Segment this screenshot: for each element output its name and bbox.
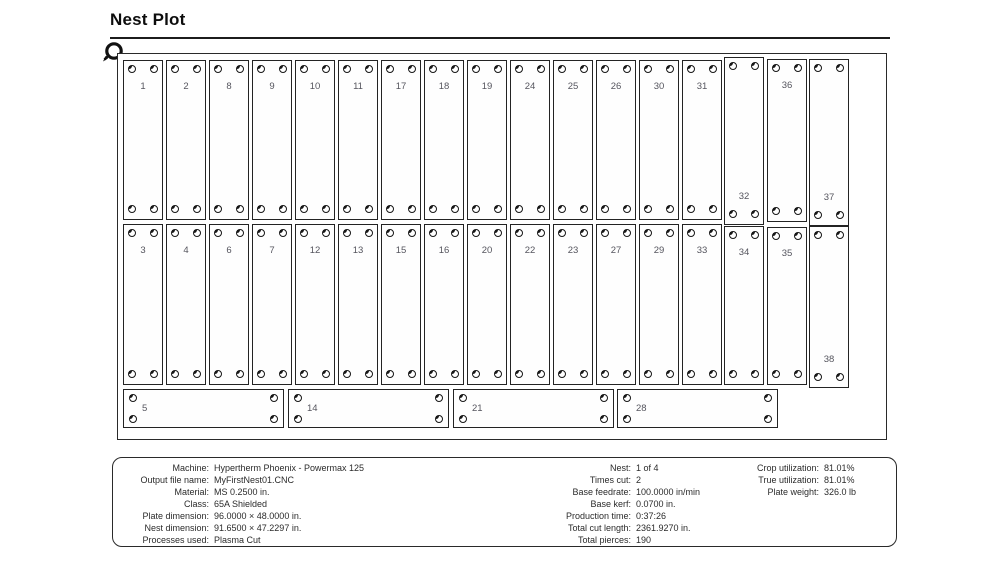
pierce-hole-icon bbox=[687, 229, 695, 237]
part-1 bbox=[123, 60, 163, 220]
pierce-hole-icon bbox=[472, 205, 480, 213]
info-row bbox=[701, 462, 856, 474]
part-33 bbox=[682, 224, 722, 385]
part-number: 38 bbox=[823, 354, 835, 365]
info-row bbox=[119, 510, 364, 522]
part-number: 30 bbox=[653, 81, 665, 92]
pierce-hole-icon bbox=[129, 415, 137, 423]
pierce-hole-icon bbox=[236, 229, 244, 237]
part-25 bbox=[553, 60, 593, 220]
pierce-hole-icon bbox=[644, 370, 652, 378]
pierce-hole-icon bbox=[600, 394, 608, 402]
info-value: 91.6500 × 47.2297 in. bbox=[214, 523, 302, 533]
pierce-hole-icon bbox=[729, 210, 737, 218]
pierce-hole-icon bbox=[408, 229, 416, 237]
part-20 bbox=[467, 224, 507, 385]
pierce-hole-icon bbox=[515, 229, 523, 237]
info-label: Plate weight: bbox=[767, 487, 819, 497]
pierce-hole-icon bbox=[472, 65, 480, 73]
part-4 bbox=[166, 224, 206, 385]
part-number: 33 bbox=[696, 245, 708, 256]
pierce-hole-icon bbox=[515, 65, 523, 73]
pierce-hole-icon bbox=[128, 205, 136, 213]
info-row bbox=[701, 486, 856, 498]
pierce-hole-icon bbox=[214, 370, 222, 378]
part-14 bbox=[288, 389, 449, 428]
pierce-hole-icon bbox=[429, 205, 437, 213]
info-value: 100.0000 in/min bbox=[636, 487, 701, 497]
pierce-hole-icon bbox=[257, 205, 265, 213]
info-label: Plate dimension: bbox=[142, 511, 209, 521]
info-label: Crop utilization: bbox=[756, 463, 819, 473]
pierce-hole-icon bbox=[751, 231, 759, 239]
pierce-hole-icon bbox=[386, 65, 394, 73]
pierce-hole-icon bbox=[623, 205, 631, 213]
part-number: 27 bbox=[610, 245, 622, 256]
pierce-hole-icon bbox=[494, 229, 502, 237]
info-group-machine bbox=[119, 462, 364, 546]
pierce-hole-icon bbox=[794, 207, 802, 215]
pierce-hole-icon bbox=[666, 229, 674, 237]
pierce-hole-icon bbox=[129, 394, 137, 402]
part-number: 5 bbox=[142, 402, 148, 414]
pierce-hole-icon bbox=[214, 229, 222, 237]
pierce-hole-icon bbox=[601, 229, 609, 237]
pierce-hole-icon bbox=[836, 64, 844, 72]
pierce-hole-icon bbox=[435, 415, 443, 423]
part-number: 34 bbox=[738, 247, 750, 258]
pierce-hole-icon bbox=[558, 229, 566, 237]
pierce-hole-icon bbox=[193, 205, 201, 213]
pierce-hole-icon bbox=[772, 232, 780, 240]
pierce-hole-icon bbox=[472, 229, 480, 237]
pierce-hole-icon bbox=[729, 62, 737, 70]
part-number: 1 bbox=[140, 81, 146, 92]
info-row bbox=[701, 474, 856, 486]
info-label: Times cut: bbox=[589, 475, 631, 485]
info-label: Class: bbox=[183, 499, 209, 509]
pierce-hole-icon bbox=[729, 231, 737, 239]
pierce-hole-icon bbox=[343, 370, 351, 378]
pierce-hole-icon bbox=[836, 231, 844, 239]
pierce-hole-icon bbox=[623, 370, 631, 378]
part-18 bbox=[424, 60, 464, 220]
pierce-hole-icon bbox=[537, 65, 545, 73]
part-35 bbox=[767, 227, 807, 385]
part-11 bbox=[338, 60, 378, 220]
pierce-hole-icon bbox=[300, 205, 308, 213]
info-label: Total pierces: bbox=[577, 535, 631, 545]
part-13 bbox=[338, 224, 378, 385]
pierce-hole-icon bbox=[343, 229, 351, 237]
info-value: 2361.9270 in. bbox=[636, 523, 691, 533]
part-number: 8 bbox=[226, 81, 232, 92]
pierce-hole-icon bbox=[764, 415, 772, 423]
pierce-hole-icon bbox=[537, 229, 545, 237]
pierce-hole-icon bbox=[322, 65, 330, 73]
pierce-hole-icon bbox=[343, 205, 351, 213]
part-number: 9 bbox=[269, 81, 275, 92]
info-label: Base feedrate: bbox=[572, 487, 631, 497]
pierce-hole-icon bbox=[515, 370, 523, 378]
pierce-hole-icon bbox=[494, 205, 502, 213]
part-number: 17 bbox=[395, 81, 407, 92]
title-divider bbox=[110, 37, 890, 39]
part-9 bbox=[252, 60, 292, 220]
part-number: 25 bbox=[567, 81, 579, 92]
info-label: Nest: bbox=[609, 463, 631, 473]
part-26 bbox=[596, 60, 636, 220]
info-value: MS 0.2500 in. bbox=[214, 487, 270, 497]
pierce-hole-icon bbox=[386, 205, 394, 213]
info-value: MyFirstNest01.CNC bbox=[214, 475, 295, 485]
pierce-hole-icon bbox=[623, 229, 631, 237]
pierce-hole-icon bbox=[600, 415, 608, 423]
pierce-hole-icon bbox=[300, 229, 308, 237]
info-value: 96.0000 × 48.0000 in. bbox=[214, 511, 302, 521]
part-number: 2 bbox=[183, 81, 189, 92]
info-label: Total cut length: bbox=[567, 523, 631, 533]
part-10 bbox=[295, 60, 335, 220]
part-32 bbox=[724, 57, 764, 225]
part-17 bbox=[381, 60, 421, 220]
info-value: 190 bbox=[636, 535, 652, 545]
pierce-hole-icon bbox=[751, 62, 759, 70]
pierce-hole-icon bbox=[623, 65, 631, 73]
pierce-hole-icon bbox=[751, 370, 759, 378]
part-number: 11 bbox=[353, 81, 363, 92]
pierce-hole-icon bbox=[537, 205, 545, 213]
pierce-hole-icon bbox=[171, 65, 179, 73]
info-row bbox=[541, 534, 700, 546]
pierce-hole-icon bbox=[814, 373, 822, 381]
pierce-hole-icon bbox=[214, 65, 222, 73]
pierce-hole-icon bbox=[623, 415, 631, 423]
pierce-hole-icon bbox=[150, 370, 158, 378]
info-label: Base kerf: bbox=[590, 499, 631, 509]
pierce-hole-icon bbox=[459, 415, 467, 423]
pierce-hole-icon bbox=[580, 205, 588, 213]
pierce-hole-icon bbox=[128, 229, 136, 237]
part-number: 19 bbox=[481, 81, 493, 92]
pierce-hole-icon bbox=[365, 370, 373, 378]
pierce-hole-icon bbox=[709, 205, 717, 213]
part-number: 7 bbox=[269, 245, 275, 256]
part-21 bbox=[453, 389, 614, 428]
info-value: 65A Shielded bbox=[214, 499, 268, 509]
part-29 bbox=[639, 224, 679, 385]
info-row bbox=[119, 474, 364, 486]
part-38 bbox=[809, 226, 849, 388]
pierce-hole-icon bbox=[814, 231, 822, 239]
pierce-hole-icon bbox=[429, 65, 437, 73]
part-2 bbox=[166, 60, 206, 220]
info-label: Machine: bbox=[172, 463, 209, 473]
info-row bbox=[119, 534, 364, 546]
nest-info-panel bbox=[112, 457, 897, 547]
info-label: Production time: bbox=[565, 511, 631, 521]
pierce-hole-icon bbox=[687, 205, 695, 213]
info-label: Processes used: bbox=[142, 535, 209, 545]
pierce-hole-icon bbox=[558, 205, 566, 213]
pierce-hole-icon bbox=[300, 370, 308, 378]
pierce-hole-icon bbox=[386, 370, 394, 378]
part-number: 23 bbox=[567, 245, 579, 256]
pierce-hole-icon bbox=[666, 205, 674, 213]
part-number: 10 bbox=[309, 81, 321, 92]
pierce-hole-icon bbox=[644, 205, 652, 213]
pierce-hole-icon bbox=[193, 65, 201, 73]
info-row bbox=[541, 462, 700, 474]
pierce-hole-icon bbox=[623, 394, 631, 402]
part-23 bbox=[553, 224, 593, 385]
part-28 bbox=[617, 389, 778, 428]
part-number: 21 bbox=[472, 402, 483, 414]
pierce-hole-icon bbox=[794, 370, 802, 378]
pierce-hole-icon bbox=[193, 229, 201, 237]
pierce-hole-icon bbox=[580, 65, 588, 73]
part-number: 4 bbox=[183, 245, 189, 256]
page-title: Nest Plot bbox=[110, 10, 186, 29]
info-value: Plasma Cut bbox=[214, 535, 261, 545]
part-16 bbox=[424, 224, 464, 385]
info-value: 1 of 4 bbox=[636, 463, 659, 473]
pierce-hole-icon bbox=[558, 65, 566, 73]
part-number: 20 bbox=[481, 245, 493, 256]
part-number: 16 bbox=[438, 245, 450, 256]
part-24 bbox=[510, 60, 550, 220]
pierce-hole-icon bbox=[429, 370, 437, 378]
pierce-hole-icon bbox=[322, 205, 330, 213]
info-value: 81.01% bbox=[824, 463, 855, 473]
pierce-hole-icon bbox=[451, 205, 459, 213]
info-value: 2 bbox=[636, 475, 642, 485]
pierce-hole-icon bbox=[279, 229, 287, 237]
part-number: 36 bbox=[781, 80, 793, 91]
pierce-hole-icon bbox=[451, 370, 459, 378]
part-number: 31 bbox=[696, 81, 708, 92]
pierce-hole-icon bbox=[772, 64, 780, 72]
info-row bbox=[541, 498, 700, 510]
pierce-hole-icon bbox=[365, 65, 373, 73]
part-number: 3 bbox=[140, 245, 146, 256]
info-label: Nest dimension: bbox=[144, 523, 209, 533]
part-number: 29 bbox=[653, 245, 665, 256]
info-row bbox=[119, 498, 364, 510]
part-3 bbox=[123, 224, 163, 385]
pierce-hole-icon bbox=[128, 370, 136, 378]
pierce-hole-icon bbox=[171, 370, 179, 378]
pierce-hole-icon bbox=[150, 65, 158, 73]
pierce-hole-icon bbox=[279, 65, 287, 73]
pierce-hole-icon bbox=[365, 205, 373, 213]
part-8 bbox=[209, 60, 249, 220]
info-group-nest bbox=[541, 462, 700, 546]
pierce-hole-icon bbox=[601, 205, 609, 213]
pierce-hole-icon bbox=[150, 205, 158, 213]
pierce-hole-icon bbox=[794, 64, 802, 72]
part-number: 18 bbox=[438, 81, 450, 92]
pierce-hole-icon bbox=[408, 65, 416, 73]
pierce-hole-icon bbox=[257, 65, 265, 73]
pierce-hole-icon bbox=[472, 370, 480, 378]
pierce-hole-icon bbox=[644, 65, 652, 73]
info-row bbox=[541, 522, 700, 534]
pierce-hole-icon bbox=[729, 370, 737, 378]
pierce-hole-icon bbox=[294, 394, 302, 402]
pierce-hole-icon bbox=[294, 415, 302, 423]
pierce-hole-icon bbox=[300, 65, 308, 73]
pierce-hole-icon bbox=[751, 210, 759, 218]
part-27 bbox=[596, 224, 636, 385]
part-number: 22 bbox=[524, 245, 536, 256]
info-row bbox=[541, 474, 700, 486]
pierce-hole-icon bbox=[193, 370, 201, 378]
pierce-hole-icon bbox=[435, 394, 443, 402]
part-number: 26 bbox=[610, 81, 622, 92]
info-value: 0.0700 in. bbox=[636, 499, 676, 509]
pierce-hole-icon bbox=[580, 370, 588, 378]
pierce-hole-icon bbox=[343, 65, 351, 73]
pierce-hole-icon bbox=[558, 370, 566, 378]
part-number: 37 bbox=[823, 192, 835, 203]
pierce-hole-icon bbox=[772, 370, 780, 378]
part-36 bbox=[767, 59, 807, 222]
part-number: 6 bbox=[226, 245, 232, 256]
part-number: 35 bbox=[781, 248, 793, 259]
part-34 bbox=[724, 226, 764, 385]
part-number: 15 bbox=[395, 245, 407, 256]
pierce-hole-icon bbox=[709, 65, 717, 73]
part-22 bbox=[510, 224, 550, 385]
part-7 bbox=[252, 224, 292, 385]
pierce-hole-icon bbox=[171, 229, 179, 237]
info-row bbox=[119, 486, 364, 498]
pierce-hole-icon bbox=[666, 65, 674, 73]
pierce-hole-icon bbox=[814, 211, 822, 219]
part-number: 28 bbox=[636, 402, 647, 414]
pierce-hole-icon bbox=[794, 232, 802, 240]
info-row bbox=[119, 522, 364, 534]
pierce-hole-icon bbox=[214, 205, 222, 213]
pierce-hole-icon bbox=[459, 394, 467, 402]
pierce-hole-icon bbox=[365, 229, 373, 237]
pierce-hole-icon bbox=[279, 205, 287, 213]
info-label: Material: bbox=[174, 487, 209, 497]
pierce-hole-icon bbox=[515, 205, 523, 213]
pierce-hole-icon bbox=[270, 394, 278, 402]
pierce-hole-icon bbox=[644, 229, 652, 237]
part-number: 32 bbox=[738, 191, 750, 202]
part-5 bbox=[123, 389, 284, 428]
pierce-hole-icon bbox=[236, 370, 244, 378]
pierce-hole-icon bbox=[236, 65, 244, 73]
pierce-hole-icon bbox=[236, 205, 244, 213]
info-label: Output file name: bbox=[140, 475, 209, 485]
part-19 bbox=[467, 60, 507, 220]
info-value: 0:37:26 bbox=[636, 511, 667, 521]
pierce-hole-icon bbox=[408, 370, 416, 378]
pierce-hole-icon bbox=[257, 370, 265, 378]
pierce-hole-icon bbox=[709, 370, 717, 378]
pierce-hole-icon bbox=[764, 394, 772, 402]
pierce-hole-icon bbox=[580, 229, 588, 237]
part-31 bbox=[682, 60, 722, 220]
pierce-hole-icon bbox=[171, 205, 179, 213]
pierce-hole-icon bbox=[429, 229, 437, 237]
pierce-hole-icon bbox=[494, 65, 502, 73]
pierce-hole-icon bbox=[408, 205, 416, 213]
pierce-hole-icon bbox=[687, 370, 695, 378]
pierce-hole-icon bbox=[537, 370, 545, 378]
part-number: 12 bbox=[309, 245, 321, 256]
pierce-hole-icon bbox=[709, 229, 717, 237]
pierce-hole-icon bbox=[836, 211, 844, 219]
pierce-hole-icon bbox=[270, 415, 278, 423]
info-value: Hypertherm Phoenix - Powermax 125 bbox=[214, 463, 365, 473]
pierce-hole-icon bbox=[772, 207, 780, 215]
pierce-hole-icon bbox=[451, 229, 459, 237]
info-group-utilization bbox=[701, 462, 856, 498]
pierce-hole-icon bbox=[322, 370, 330, 378]
info-row bbox=[541, 510, 700, 522]
part-number: 13 bbox=[352, 245, 364, 256]
info-label: True utilization: bbox=[758, 475, 819, 485]
part-6 bbox=[209, 224, 249, 385]
pierce-hole-icon bbox=[687, 65, 695, 73]
part-37 bbox=[809, 59, 849, 226]
part-12 bbox=[295, 224, 335, 385]
pierce-hole-icon bbox=[279, 370, 287, 378]
part-30 bbox=[639, 60, 679, 220]
info-row bbox=[119, 462, 364, 474]
pierce-hole-icon bbox=[666, 370, 674, 378]
info-value: 326.0 lb bbox=[824, 487, 857, 497]
pierce-hole-icon bbox=[451, 65, 459, 73]
pierce-hole-icon bbox=[150, 229, 158, 237]
pierce-hole-icon bbox=[386, 229, 394, 237]
pierce-hole-icon bbox=[836, 373, 844, 381]
pierce-hole-icon bbox=[814, 64, 822, 72]
pierce-hole-icon bbox=[601, 65, 609, 73]
info-value: 81.01% bbox=[824, 475, 855, 485]
pierce-hole-icon bbox=[322, 229, 330, 237]
part-number: 24 bbox=[524, 81, 536, 92]
pierce-hole-icon bbox=[128, 65, 136, 73]
pierce-hole-icon bbox=[257, 229, 265, 237]
part-number: 14 bbox=[307, 402, 318, 414]
pierce-hole-icon bbox=[601, 370, 609, 378]
info-row bbox=[541, 486, 700, 498]
part-15 bbox=[381, 224, 421, 385]
pierce-hole-icon bbox=[494, 370, 502, 378]
